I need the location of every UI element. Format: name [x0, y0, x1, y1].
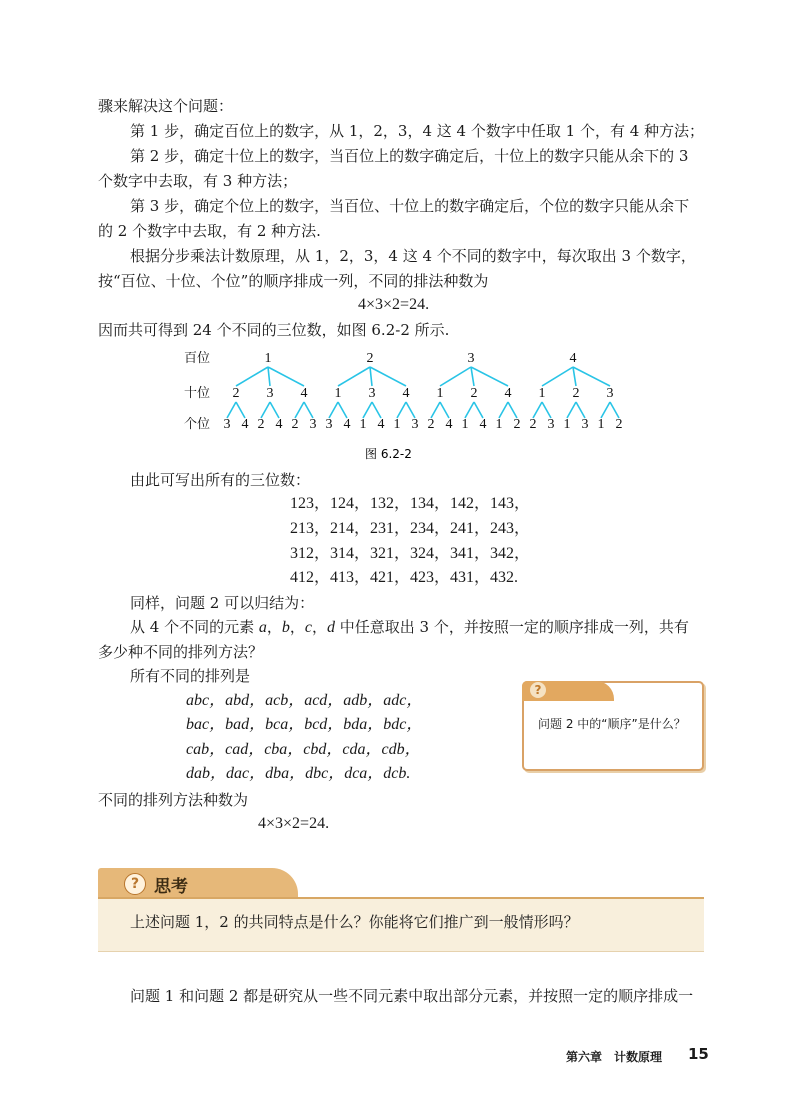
tree-node-tens: 1: [334, 386, 342, 401]
tree-node-tens: 2: [470, 386, 478, 401]
tree-branch: [471, 367, 508, 386]
tree-branch: [567, 402, 576, 418]
number-row: 312，314，321，324，341，342，: [290, 545, 531, 562]
tree-branch: [465, 402, 474, 418]
tree-node-units: 4: [343, 417, 351, 432]
permutation-row: cab，cad，cba，cbd，cda，cdb，: [186, 741, 421, 758]
tree-branch: [406, 402, 415, 418]
tree-branch: [270, 402, 279, 418]
element-d: d: [327, 619, 336, 636]
text-line: 根据分步乘法计数原理，从 1，2，3，4 这 4 个不同的数字中，每次取出 3 个数字，: [130, 247, 696, 265]
element-c: c: [304, 619, 312, 636]
tree-branch: [227, 402, 236, 418]
number-row: 213，214，231，234，241，243，: [290, 520, 531, 537]
tree-node-units: 2: [257, 417, 265, 432]
formula: 4×3×2=24.: [258, 815, 330, 832]
tree-node-tens: 2: [232, 386, 240, 401]
tree-branch: [508, 402, 517, 418]
text-fragment: 中任意取出 3 个，并按照一定的顺序排成一列，共有: [335, 618, 689, 636]
permutation-row: abc，abd，acb，acd，adb，adc，: [186, 692, 423, 709]
tree-node-tens: 3: [368, 386, 376, 401]
tree-branch: [372, 402, 381, 418]
tree-node-units: 1: [563, 417, 571, 432]
tree-node-units: 1: [359, 417, 367, 432]
tree-branch: [440, 402, 449, 418]
permutation-tree-diagram: [0, 0, 800, 470]
text-line: 第 1 步，确定百位上的数字，从 1，2，3，4 这 4 个数字中任取 1 个，有 4 种方法；: [130, 122, 705, 140]
element-a: a: [258, 619, 267, 636]
tree-node-tens: 2: [572, 386, 580, 401]
tree-node-units: 1: [495, 417, 503, 432]
text-line: [130, 617, 689, 638]
tree-node-units: 1: [393, 417, 401, 432]
tree-branch: [573, 367, 576, 386]
tree-node-hundreds: 1: [264, 351, 272, 366]
tree-node-tens: 1: [538, 386, 546, 401]
text-line: 不同的排列方法种数为: [98, 791, 249, 809]
text-line: 所有不同的排列是: [130, 667, 251, 685]
tree-branch: [397, 402, 406, 418]
separator: ，: [266, 618, 282, 636]
row-label-hundreds: 百位: [184, 351, 211, 366]
tree-node-tens: 3: [266, 386, 274, 401]
tree-node-units: 2: [427, 417, 435, 432]
think-header: [98, 868, 298, 898]
tree-branch: [440, 367, 471, 386]
tree-branch: [338, 402, 347, 418]
side-question-tab: [522, 681, 614, 701]
tree-node-units: 4: [377, 417, 385, 432]
formula: 4×3×2=24.: [358, 296, 430, 313]
tree-node-units: 4: [275, 417, 283, 432]
tree-branch: [610, 402, 619, 418]
tree-branch: [542, 367, 573, 386]
tree-branch: [542, 402, 551, 418]
tree-branch: [329, 402, 338, 418]
row-label-units: 个位: [184, 417, 211, 432]
number-row: 412，413，421，423，431，432.: [290, 569, 519, 586]
think-title: 思考: [154, 877, 188, 897]
tree-node-units: 3: [309, 417, 317, 432]
tree-branch: [268, 367, 304, 386]
tree-node-units: 2: [291, 417, 299, 432]
text-line: 因而共可得到 24 个不同的三位数，如图 6.2-2 所示.: [98, 321, 450, 339]
tree-branch: [370, 367, 372, 386]
tree-node-units: 4: [479, 417, 487, 432]
page-number: 15: [688, 1045, 709, 1063]
text-line: 多少种不同的排列方法？: [98, 643, 264, 661]
separator: ，: [289, 618, 305, 636]
figure-caption: 图 6.2-2: [365, 447, 412, 461]
tree-node-units: 3: [223, 417, 231, 432]
tree-branch: [236, 402, 245, 418]
tree-branch: [431, 402, 440, 418]
tree-node-units: 4: [445, 417, 453, 432]
side-question-box: [522, 681, 704, 771]
permutation-row: bac，bad，bca，bcd，bda，bdc，: [186, 716, 423, 733]
tree-branch: [261, 402, 270, 418]
tree-branch: [576, 402, 585, 418]
tree-branch: [601, 402, 610, 418]
tree-branch: [474, 402, 483, 418]
tree-node-hundreds: 4: [569, 351, 577, 366]
question-mark-icon: ?: [124, 873, 146, 895]
tree-node-tens: 4: [300, 386, 308, 401]
tree-node-hundreds: 2: [366, 351, 374, 366]
tree-node-tens: 4: [504, 386, 512, 401]
text-line: 个数字中去取，有 3 种方法；: [98, 172, 298, 190]
number-row: 123，124，132，134，142，143，: [290, 495, 531, 512]
question-mark-icon: ?: [530, 682, 546, 698]
tree-lines: [227, 367, 619, 418]
tree-branch: [533, 402, 542, 418]
tree-branch: [471, 367, 474, 386]
tree-node-units: 3: [547, 417, 555, 432]
element-b: b: [281, 619, 290, 636]
tree-node-units: 4: [241, 417, 249, 432]
text-line: 的 2 个数字中去取，有 2 种方法.: [98, 222, 321, 240]
tree-node-units: 2: [529, 417, 537, 432]
tree-branch: [370, 367, 406, 386]
text-line: 骤来解决这个问题：: [98, 97, 234, 115]
separator: ，: [312, 618, 328, 636]
tree-branch: [573, 367, 610, 386]
tree-node-units: 1: [597, 417, 605, 432]
tree-node-units: 3: [581, 417, 589, 432]
text-line: 同样，问题 2 可以归结为：: [130, 594, 315, 612]
row-label-tens: 十位: [184, 386, 211, 401]
tree-node-units: 2: [513, 417, 521, 432]
tree-node-tens: 4: [402, 386, 410, 401]
text-line: 第 3 步，确定个位上的数字，当百位、十位上的数字确定后，个位的数字只能从余下: [130, 197, 690, 215]
chapter-label: 第六章 计数原理: [566, 1050, 663, 1064]
think-box: [98, 899, 704, 952]
text-line: 第 2 步，确定十位上的数字，当百位上的数字确定后，十位上的数字只能从余下的 3: [130, 147, 689, 165]
think-text: 上述问题 1，2 的共同特点是什么？你能将它们推广到一般情形吗？: [130, 913, 579, 931]
side-question-text: 问题 2 中的“顺序”是什么？: [538, 717, 686, 731]
text-line: 按“百位、十位、个位”的顺序排成一列，不同的排法种数为: [98, 272, 489, 290]
tree-node-units: 3: [411, 417, 419, 432]
tree-branch: [268, 367, 270, 386]
tree-node-tens: 3: [606, 386, 614, 401]
tree-node-units: 1: [461, 417, 469, 432]
tree-branch: [236, 367, 268, 386]
tree-node-units: 3: [325, 417, 333, 432]
tree-branch: [363, 402, 372, 418]
tree-node-tens: 1: [436, 386, 444, 401]
text-line: 问题 1 和问题 2 都是研究从一些不同元素中取出部分元素，并按照一定的顺序排成一: [130, 987, 694, 1005]
tree-node-hundreds: 3: [467, 351, 475, 366]
text-fragment: 从 4 个不同的元素: [130, 618, 259, 636]
tree-branch: [338, 367, 370, 386]
permutation-row: dab，dac，dba，dbc，dca，dcb.: [186, 765, 411, 782]
tree-branch: [295, 402, 304, 418]
tree-branch: [499, 402, 508, 418]
text-line: 由此可写出所有的三位数：: [130, 471, 311, 489]
tree-branch: [304, 402, 313, 418]
tree-node-units: 2: [615, 417, 623, 432]
